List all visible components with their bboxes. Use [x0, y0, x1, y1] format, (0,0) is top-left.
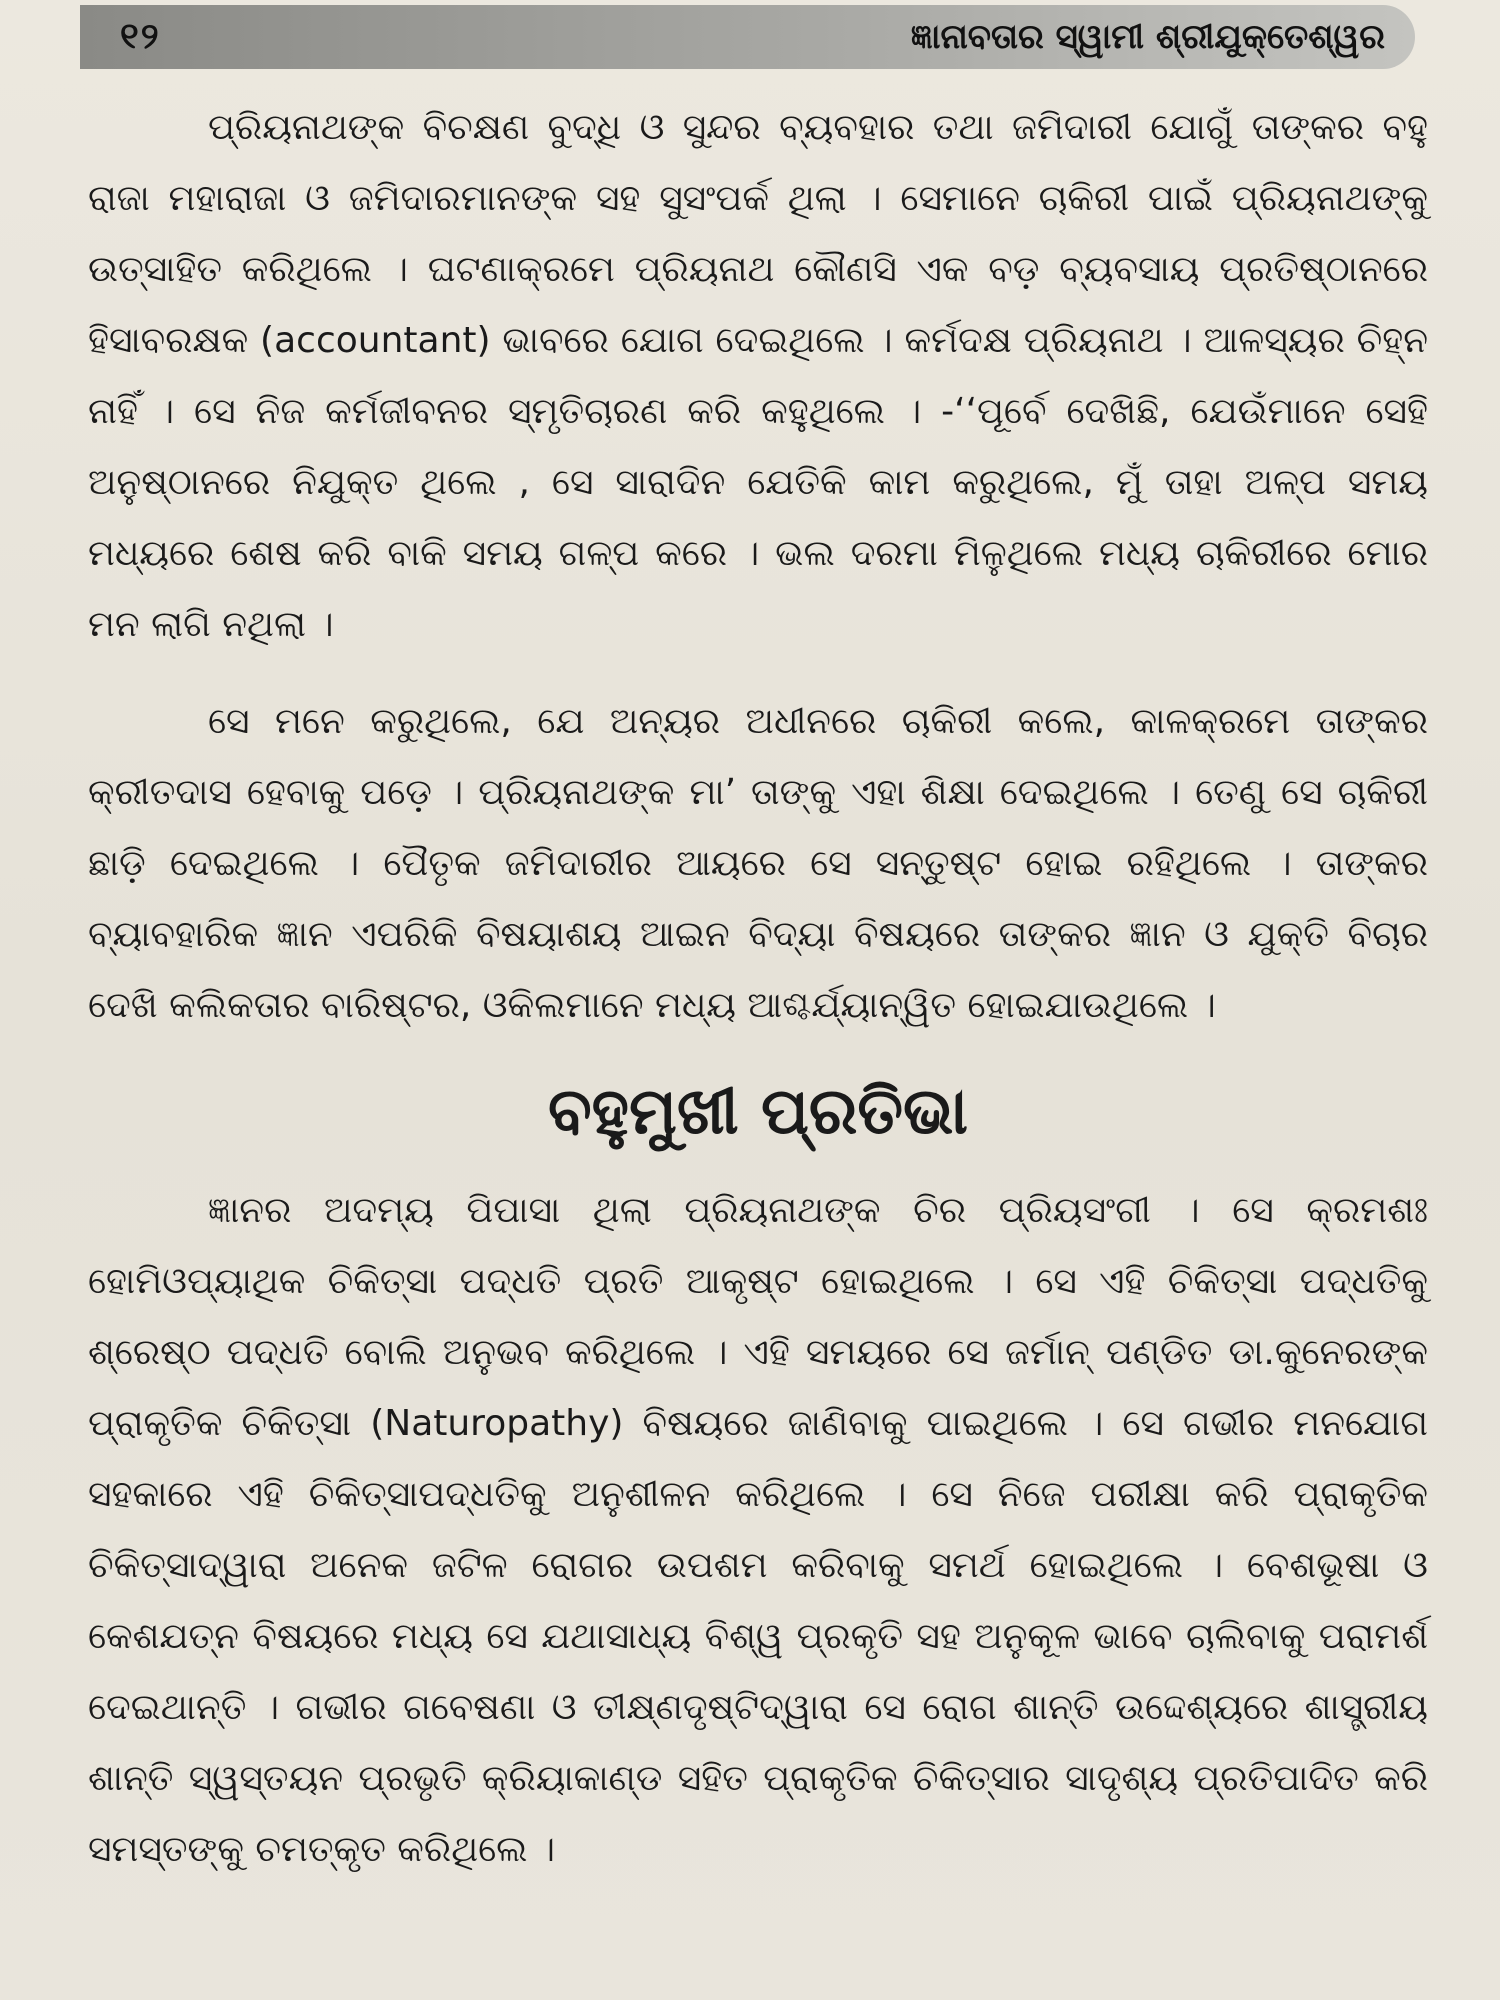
paragraph: ଜ୍ଞାନର ଅଦମ୍ୟ ପିପାସା ଥିଲା ପ୍ରିୟନାଥଙ୍କ ଚିର ପ୍ରିୟସଂଗୀ । ସେ କ୍ରମଶଃ ହୋମିଓପ୍ୟାଥିକ ଚିକିତ୍ସା ପଦ୍ଧତି ପ୍ରତି ଆକୃଷ୍ଟ ହୋଇଥିଲେ । ସେ ଏହି ଚିକିତ୍ସା ପଦ୍ଧତିକୁ ଶ୍ରେଷ୍ଠ ପଦ୍ଧତି ବୋଲି ଅନୁଭବ କରିଥିଲେ । ଏହି ସମୟରେ ସେ ଜର୍ମାନ୍ ପଣ୍ଡିତ ଡା.କୁନେରଙ୍କ ପ୍ରାକୃତିକ ଚିକିତ୍ସା (Naturopathy) ବିଷୟରେ ଜାଣିବାକୁ ପାଇଥିଲେ । ସେ ଗଭୀର ମନଯୋଗ ସହକାରେ ଏହି ଚିକିତ୍ସାପଦ୍ଧତିକୁ ଅନୁଶୀଳନ କରିଥିଲେ । ସେ ନିଜେ ପରୀକ୍ଷା କରି ପ୍ରାକୃତିକ ଚିକିତ୍ସାଦ୍ୱାରା ଅନେକ ଜଟିଳ ରୋଗର ଉପଶମ କରିବାକୁ ସମର୍ଥ ହୋଇଥିଲେ । ବେଶଭୂଷା ଓ କେଶଯତ୍ନ ବିଷୟରେ ମଧ୍ୟ ସେ ଯଥାସାଧ୍ୟ ବିଶ୍ୱ ପ୍ରକୃତି ସହ ଅନୁକୂଳ ଭାବେ ଚାଲିବାକୁ ପରାମର୍ଶ ଦେଇଥାନ୍ତି । ଗଭୀର ଗବେଷଣା ଓ ତୀକ୍ଷ୍ଣଦୃଷ୍ଟିଦ୍ୱାରା ସେ ରୋଗ ଶାନ୍ତି ଉଦ୍ଦେଶ୍ୟରେ ଶାସ୍ତ୍ରୀୟ ଶାନ୍ତି ସ୍ୱସ୍ତୟନ ପ୍ରଭୃତି କ୍ରିୟାକାଣ୍ଡ ସହିତ ପ୍ରାକୃତିକ ଚିକିତ୍ସାର ସାଦୃଶ୍ୟ ପ୍ରତିପାଦିତ କରି ସମସ୍ତଙ୍କୁ ଚମତ୍କୃତ କରିଥିଲେ ।: [88, 1190, 1428, 1870]
paragraph: ପ୍ରିୟନାଥଙ୍କ ବିଚକ୍ଷଣ ବୁଦ୍ଧି ଓ ସୁନ୍ଦର ବ୍ୟବହାର ତଥା ଜମିଦାରୀ ଯୋଗୁଁ ତାଙ୍କର ବହୁ ରାଜା ମହାରାଜା ଓ ଜମିଦାରମାନଙ୍କ ସହ ସୁସଂପର୍କ ଥିଲା । ସେମାନେ ଚାକିରୀ ପାଇଁ ପ୍ରିୟନାଥଙ୍କୁ ଉତ୍ସାହିତ କରିଥିଲେ । ଘଟଣାକ୍ରମେ ପ୍ରିୟନାଥ କୌଣସି ଏକ ବଡ଼ ବ୍ୟବସାୟ ପ୍ରତିଷ୍ଠାନରେ ହିସାବରକ୍ଷକ (accountant) ଭାବରେ ଯୋଗ ଦେଇଥିଲେ । କର୍ମଦକ୍ଷ ପ୍ରିୟନାଥ । ଆଳସ୍ୟର ଚିହ୍ନ ନାହିଁ । ସେ ନିଜ କର୍ମଜୀବନର ସ୍ମୃତିଚାରଣ କରି କହୁଥିଲେ । -‘‘ପୂର୍ବେ ଦେଖିଛି, ଯେଉଁମାନେ ସେହି ଅନୁଷ୍ଠାନରେ ନିଯୁକ୍ତ ଥିଲେ , ସେ ସାରାଦିନ ଯେତିକି କାମ କରୁଥିଲେ, ମୁଁ ତାହା ଅଳ୍ପ ସମୟ ମଧ୍ୟରେ ଶେଷ କରି ବାକି ସମୟ ଗଳ୍ପ କରେ । ଭଲ ଦରମା ମିଳୁଥିଲେ ମଧ୍ୟ ଚାକିରୀରେ ମୋର ମନ ଲାଗି ନଥିଲା ।: [88, 107, 1428, 645]
running-header: [80, 5, 1415, 69]
section-heading: ବହୁମୁଖୀ ପ୍ରତିଭା: [548, 1075, 968, 1149]
page-body: [88, 92, 1428, 1885]
page-number: ୧୨: [120, 16, 161, 57]
paragraph: ସେ ମନେ କରୁଥିଲେ, ଯେ ଅନ୍ୟର ଅଧୀନରେ ଚାକିରୀ କଲେ, କାଳକ୍ରମେ ତାଙ୍କର କ୍ରୀତଦାସ ହେବାକୁ ପଡ଼େ । ପ୍ରିୟନାଥଙ୍କ ମା’ ତାଙ୍କୁ ଏହା ଶିକ୍ଷା ଦେଇଥିଲେ । ତେଣୁ ସେ ଚାକିରୀ ଛାଡ଼ି ଦେଇଥିଲେ । ପୈତୃକ ଜମିଦାରୀର ଆୟରେ ସେ ସନ୍ତୁଷ୍ଟ ହୋଇ ରହିଥିଲେ । ତାଙ୍କର ବ୍ୟାବହାରିକ ଜ୍ଞାନ ଏପରିକି ବିଷୟାଶୟ ଆଇନ ବିଦ୍ୟା ବିଷୟରେ ତାଙ୍କର ଜ୍ଞାନ ଓ ଯୁକ୍ତି ବିଚାର ଦେଖି କଲିକତାର ବାରିଷ୍ଟର, ଓକିଲମାନେ ମଧ୍ୟ ଆଶ୍ଚର୍ଯ୍ୟାନ୍ୱିତ ହୋଇଯାଉଥିଲେ ।: [88, 701, 1428, 1026]
running-title: ଜ୍ଞାନାବତାର ସ୍ୱାମୀ ଶ୍ରୀଯୁକ୍ତେଶ୍ୱର: [910, 17, 1385, 57]
